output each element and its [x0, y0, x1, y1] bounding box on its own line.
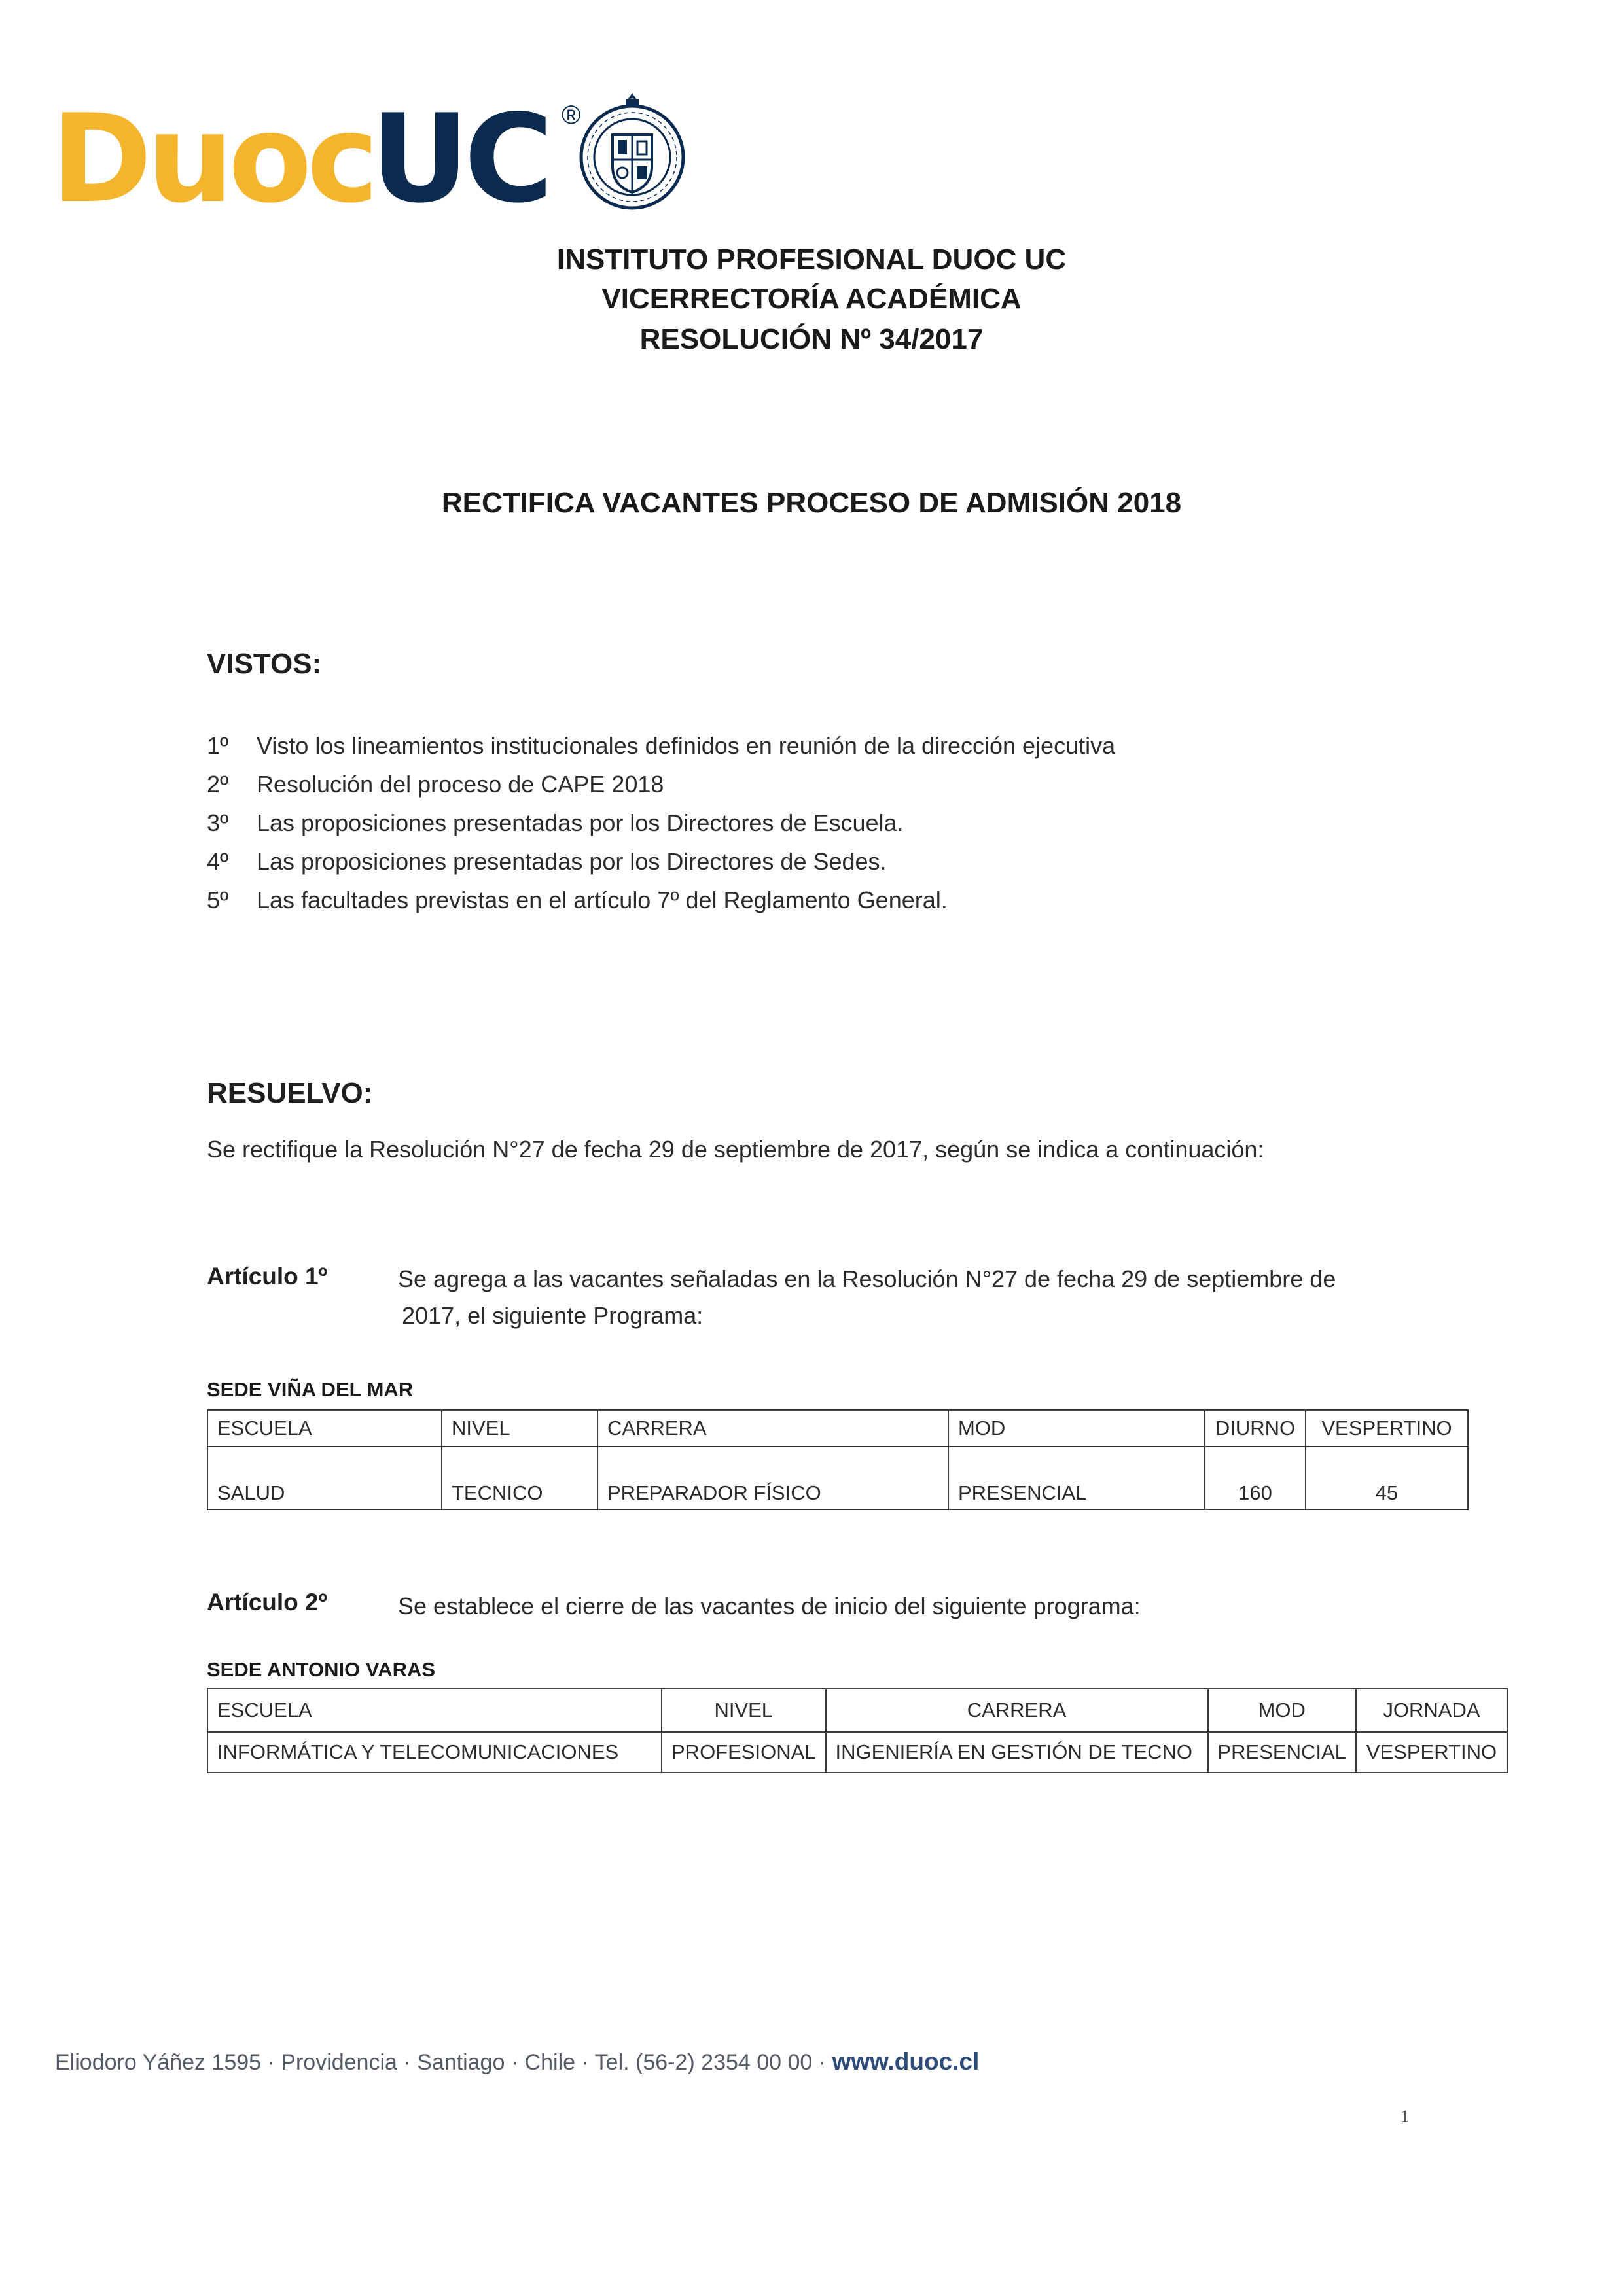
header-cell-escuela: ESCUELA [207, 1410, 442, 1447]
cell-vespertino: 45 [1306, 1447, 1468, 1510]
cell-nivel: PROFESIONAL [662, 1732, 826, 1773]
list-item-text: Las facultades previstas en el artículo 7º del Reglamento General. [257, 886, 948, 913]
table-2-caption: SEDE ANTONIO VARAS [207, 1658, 436, 1681]
table-row [207, 1732, 1507, 1773]
header-cell-vespertino: VESPERTINO [1306, 1410, 1468, 1447]
cell-diurno: 160 [1205, 1447, 1306, 1510]
vistos-heading: VISTOS: [207, 648, 322, 680]
cell-carrera: PREPARADOR FÍSICO [597, 1447, 948, 1510]
resolution-subject: RECTIFICA VACANTES PROCESO DE ADMISIÓN 2018 [441, 487, 1182, 519]
closed-programs-table-antonio-varas [207, 1688, 1508, 1773]
list-item-text: Las proposiciones presentadas por los Directores de Escuela. [257, 809, 904, 836]
registered-mark: ® [562, 101, 581, 130]
cell-mod: PRESENCIAL [948, 1447, 1205, 1510]
header-cell-diurno: DIURNO [1205, 1410, 1306, 1447]
page-number: 1 [1400, 2107, 1409, 2126]
cell-jornada: VESPERTINO [1356, 1732, 1507, 1773]
header-cell-carrera: CARRERA [597, 1410, 948, 1447]
resolution-number: RESOLUCIÓN Nº 34/2017 [639, 323, 984, 355]
article-1-label: Artículo 1º [207, 1263, 328, 1290]
footer-website-link[interactable]: www.duoc.cl [832, 2048, 980, 2075]
list-item-number: 3º [207, 809, 229, 836]
list-item [207, 726, 1450, 765]
article-1-text-line2: 2017, el siguiente Programa: [402, 1302, 704, 1329]
list-item-text: Las proposiciones presentadas por los Directores de Sedes. [257, 847, 887, 875]
institution-title: INSTITUTO PROFESIONAL DUOC UC [556, 243, 1067, 275]
cell-carrera: INGENIERÍA EN GESTIÓN DE TECNO [826, 1732, 1208, 1773]
header-cell-nivel: NIVEL [442, 1410, 597, 1447]
resuelvo-heading: RESUELVO: [207, 1077, 373, 1109]
logo-word-uc: UC [370, 88, 548, 230]
list-item-number: 5º [207, 886, 229, 913]
cell-nivel: TECNICO [442, 1447, 597, 1510]
vistos-list [207, 726, 1450, 919]
table-header-row [207, 1689, 1507, 1732]
university-seal-icon [575, 89, 690, 213]
table-row [207, 1447, 1468, 1510]
list-item-number: 2º [207, 770, 229, 798]
vice-rectorate-title: VICERRECTORÍA ACADÉMICA [601, 283, 1022, 315]
footer-contact [55, 2048, 979, 2075]
header-cell-mod: MOD [1208, 1689, 1356, 1732]
article-2-text: Se establece el cierre de las vacantes de inicio del siguiente programa: [398, 1593, 1141, 1619]
list-item [207, 804, 1450, 842]
table-header-row [207, 1410, 1468, 1447]
logo-word-duoc: Duoc [51, 88, 374, 230]
list-item [207, 765, 1450, 804]
cell-escuela: SALUD [207, 1447, 442, 1510]
vacancies-table-vina [207, 1409, 1469, 1510]
article-2-label: Artículo 2º [207, 1589, 328, 1616]
header-cell-mod: MOD [948, 1410, 1205, 1447]
cell-escuela: INFORMÁTICA Y TELECOMUNICACIONES [207, 1732, 662, 1773]
header-cell-carrera: CARRERA [826, 1689, 1208, 1732]
list-item-number: 4º [207, 847, 229, 875]
resuelvo-intro: Se rectifique la Resolución N°27 de fecha 29 de septiembre de 2017, según se indica a continuación: [207, 1136, 1264, 1163]
table-1-caption: SEDE VIÑA DEL MAR [207, 1378, 414, 1401]
header-cell-jornada: JORNADA [1356, 1689, 1507, 1732]
footer-address: Eliodoro Yáñez 1595 · Providencia · Santiago · Chile · Tel. (56-2) 2354 00 00 · [55, 2050, 832, 2075]
list-item [207, 881, 1450, 919]
header-cell-nivel: NIVEL [662, 1689, 826, 1732]
list-item-text: Resolución del proceso de CAPE 2018 [257, 770, 664, 798]
header-cell-escuela: ESCUELA [207, 1689, 662, 1732]
list-item-number: 1º [207, 732, 229, 759]
list-item [207, 842, 1450, 881]
list-item-text: Visto los lineamientos institucionales definidos en reunión de la dirección ejecutiva [257, 732, 1116, 759]
article-1-text-line1: Se agrega a las vacantes señaladas en la Resolución N°27 de fecha 29 de septiembre de [398, 1265, 1336, 1292]
cell-mod: PRESENCIAL [1208, 1732, 1356, 1773]
